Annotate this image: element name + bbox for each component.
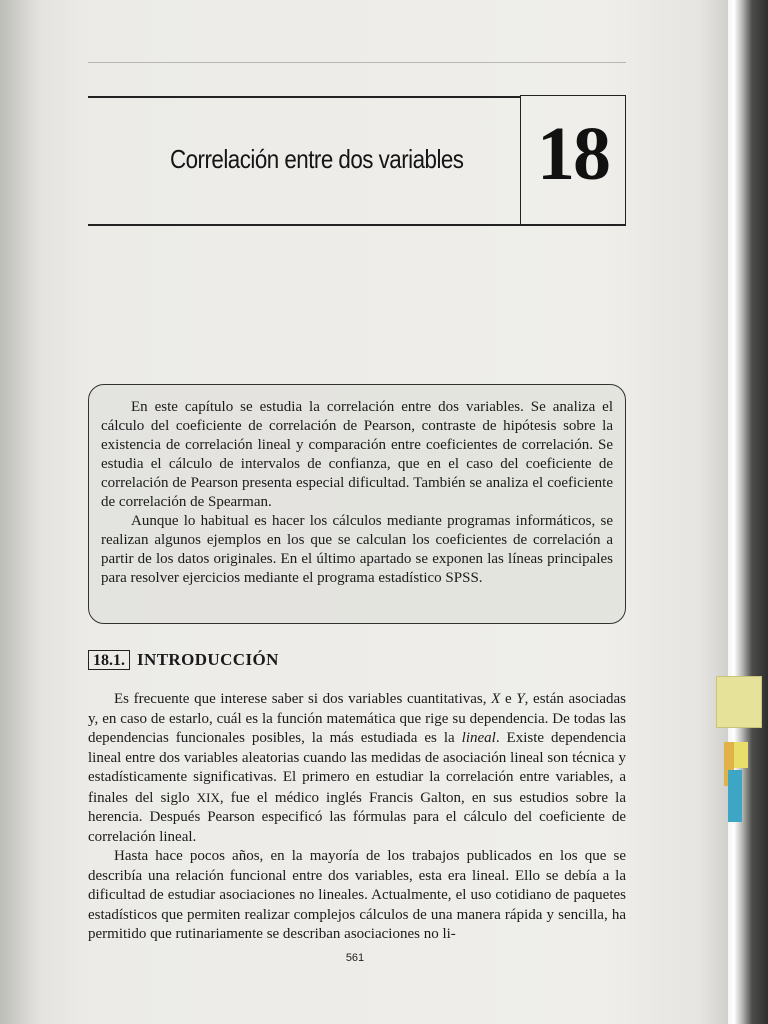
body-text-run: e [500, 691, 517, 707]
summary-paragraph: En este capítulo se estudia la correlación entre dos variables. Se analiza el cálculo del coeficiente de correlación de Pearson, contraste de hipótesis sobre la existencia de correlación lineal y comparación entre coeficientes de correlación. Se estudia el cálculo de intervalos de confianza, que en el caso del coeficiente de correlación de Pearson presenta especial dificultad. También se analiza el coeficiente de correlación de Spearman. [101, 399, 613, 510]
section-title: INTRODUCCIÓN [137, 650, 279, 669]
chapter-title-rule-top [88, 96, 520, 98]
chapter-title-rule-bottom [88, 224, 626, 226]
book-spine-edge [728, 0, 768, 1024]
body-text-run: , están asociadas y, en caso de estarlo, cuál es la función matemática que rige su dependencia. De todas las dependencias funcionales posibles, la más estudiada es la [88, 691, 626, 746]
body-text-run: . Existe dependencia lineal entre dos variables aleatorias cuando las medidas de asociación lineal son técnica y estadísticamente significativas. El primero en estudiar la correlación entre variables, a finales del siglo [88, 730, 626, 806]
body-paragraph [88, 690, 626, 847]
show-through-header-rule [88, 62, 626, 63]
body-text [88, 690, 626, 945]
variable-x: X [491, 691, 501, 707]
chapter-number: 18 [537, 112, 609, 196]
body-paragraph: Hasta hace pocos años, en la mayoría de los trabajos publicados en los que se describía una relación funcional entre dos variables, esta era lineal. Ello se debía a la dificultad de estudiar asociaciones no lineales. Actualmente, el uso cotidiano de paquetes estadísticos que permiten realizar complejos cálculos de una manera rápida y sencilla, ha permitido que rutinariamente se describan asociaciones no li- [88, 848, 626, 942]
emphasis-lineal: lineal [461, 730, 496, 746]
chapter-title: Correlación entre dos variables [170, 144, 464, 174]
sticky-note-tab [734, 742, 748, 768]
summary-paragraph: Aunque lo habitual es hacer los cálculos mediante programas informáticos, se realizan algunos ejemplos en los que se calculan los coeficientes de correlación a partir de los datos originales. En el último apartado se exponen las líneas principales para resolver ejercicios mediante el programa estadístico SPSS. [101, 513, 613, 586]
section-heading [88, 649, 279, 671]
sticky-note-tab [716, 676, 762, 728]
chapter-summary-box [88, 384, 626, 624]
sticky-note-tab [728, 770, 742, 822]
body-text-run: , fue el médico inglés Francis Galton, en sus estudios sobre la herencia. Después Pearson especificó las fórmulas para el cálculo del coeficiente de correlación lineal. [88, 789, 626, 845]
page-number: 561 [345, 952, 365, 964]
body-text-run: Es frecuente que interese saber si dos variables cuantitativas, [114, 691, 492, 707]
chapter-number-box [520, 95, 626, 225]
section-number: 18.1. [88, 650, 130, 670]
variable-y: Y [516, 691, 525, 707]
century-numeral: XIX [196, 789, 220, 805]
